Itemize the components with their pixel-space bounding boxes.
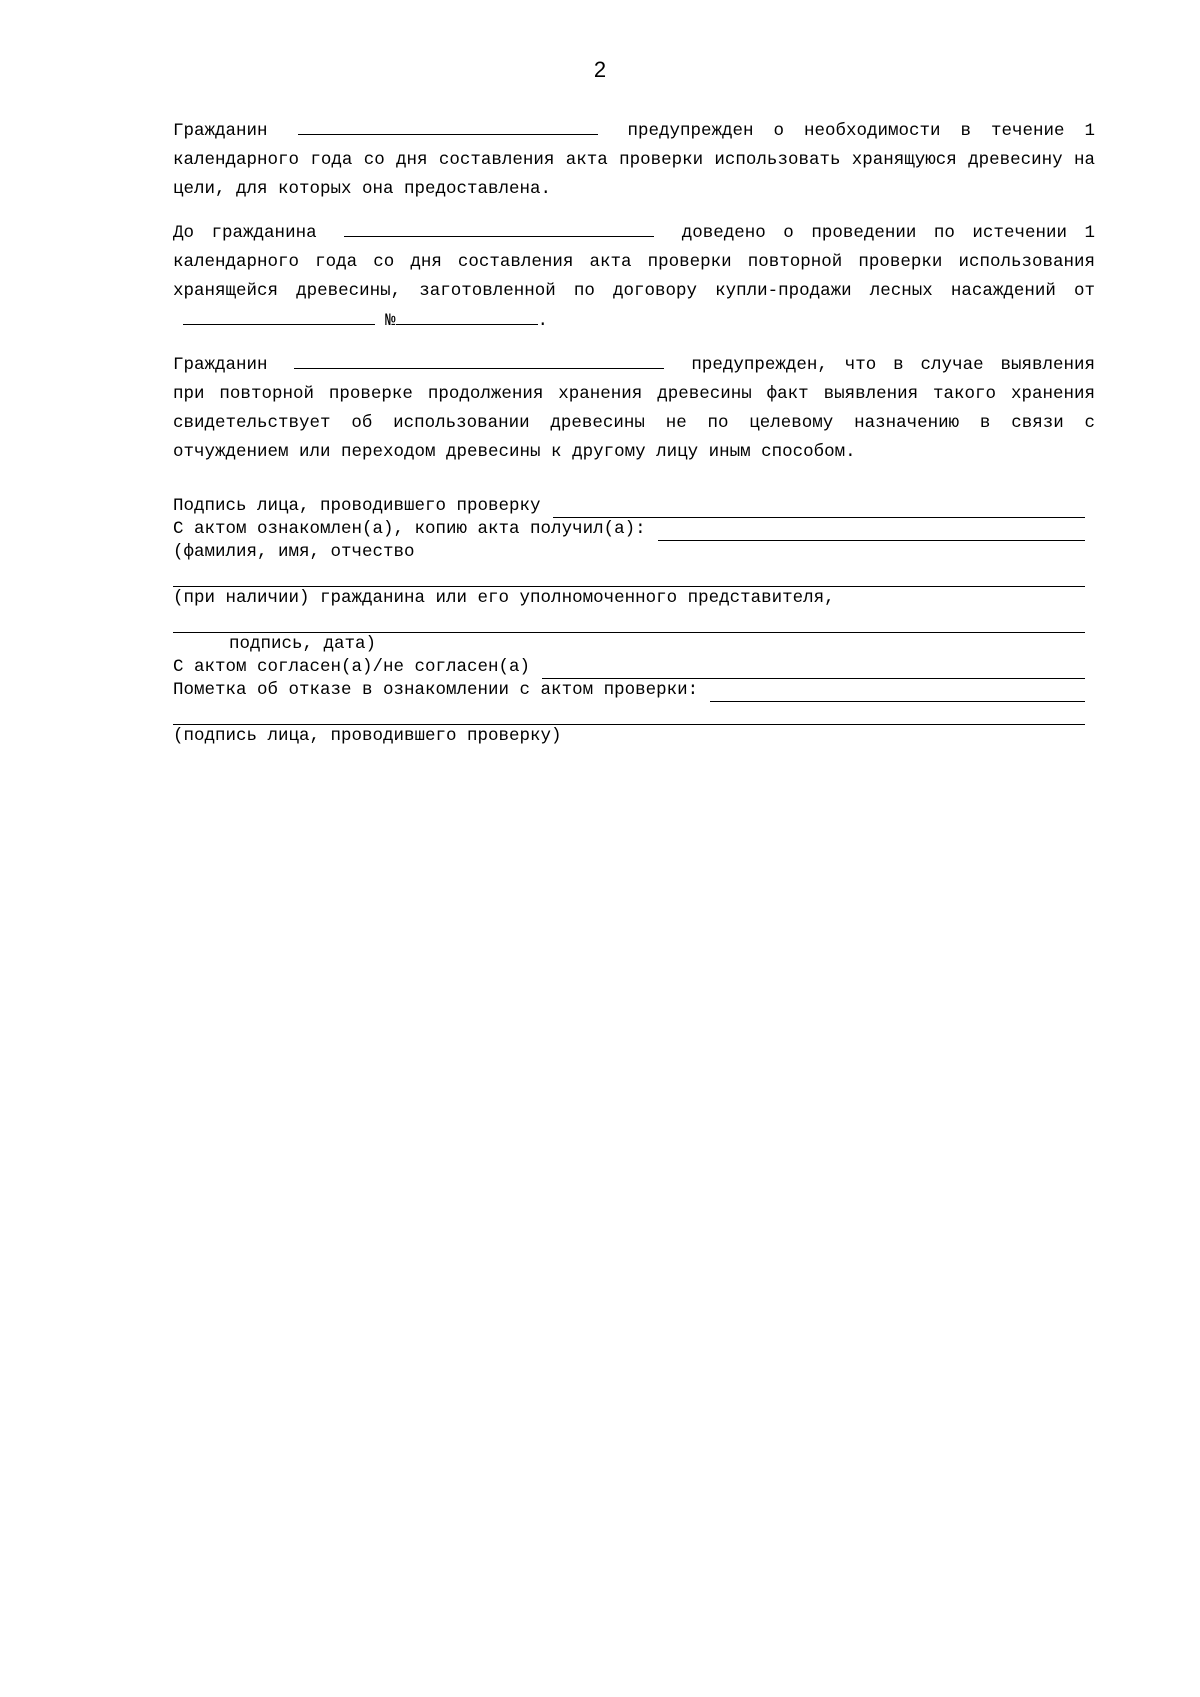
agree-field[interactable] — [542, 660, 1085, 679]
inspector-signature-field[interactable] — [553, 499, 1085, 518]
para3-text: предупрежден, что в случае выявления при повторной проверке продолжения хранения древесины факт выявления такого хранения свидетельствует об использовании древесины не по целевому назначению в связи с отчуждением или переходом древесины к другому лицу иным способом. — [173, 355, 1095, 462]
sign-date-hint-row — [173, 633, 1085, 656]
refusal-label: Пометка об отказе в ознакомлении с актом проверки: — [173, 680, 699, 700]
refusal-field[interactable] — [710, 683, 1085, 702]
contract-date-field[interactable] — [183, 306, 375, 325]
fio-hint: (фамилия, имя, отчество — [173, 542, 415, 562]
citizen-name-field-3[interactable] — [294, 350, 664, 369]
notice-paragraph-2 — [173, 218, 1095, 336]
page-number: 2 — [593, 57, 607, 82]
inspector-final-signature-line[interactable] — [173, 702, 1085, 725]
para1-text: предупрежден о необходимости в течение 1 календарного года со дня составления акта проверки использовать хранящуюся древесину на цели, для которых она предоставлена. — [173, 121, 1095, 199]
refusal-row — [173, 679, 1085, 702]
acquainted-row — [173, 518, 1085, 541]
warning-paragraph-3 — [173, 350, 1095, 467]
agree-label: С актом согласен(а)/не согласен(а) — [173, 657, 531, 677]
para2-text: доведено о проведении по истечении 1 календарного года со дня составления акта проверки повторной проверки использования хранящейся древесины, заготовленной по договору купли-продажи лесных насаждений от — [173, 223, 1095, 301]
citizen-sign-date-line[interactable] — [173, 610, 1085, 633]
para2-start: До гражданина — [173, 223, 317, 243]
sign-date-hint: подпись, дата) — [229, 634, 377, 654]
signature-block — [173, 495, 1085, 748]
warning-paragraph-1 — [173, 116, 1095, 204]
inspector-hint-row — [173, 725, 1085, 748]
fio-hint-cont: (при наличии) гражданина или его уполномоченного представителя, — [173, 588, 835, 608]
fio-hint-row — [173, 541, 1085, 564]
fio-hint-cont-row — [173, 587, 1085, 610]
number-sign: № — [385, 311, 396, 331]
inspector-signature-row — [173, 495, 1085, 518]
para3-start: Гражданин — [173, 355, 268, 375]
para2-end: . — [537, 311, 549, 331]
contract-number-field[interactable] — [396, 306, 538, 325]
acquainted-signature-field[interactable] — [658, 522, 1085, 541]
citizen-name-field-2[interactable] — [344, 218, 654, 237]
para1-start: Гражданин — [173, 121, 268, 141]
citizen-fio-line[interactable] — [173, 564, 1085, 587]
citizen-name-field-1[interactable] — [298, 116, 598, 135]
agree-row — [173, 656, 1085, 679]
inspector-signature-label: Подпись лица, проводившего проверку — [173, 496, 541, 516]
inspector-hint: (подпись лица, проводившего проверку) — [173, 726, 562, 746]
acquainted-label: С актом ознакомлен(а), копию акта получил(а): — [173, 519, 646, 539]
document-body — [173, 116, 1095, 467]
